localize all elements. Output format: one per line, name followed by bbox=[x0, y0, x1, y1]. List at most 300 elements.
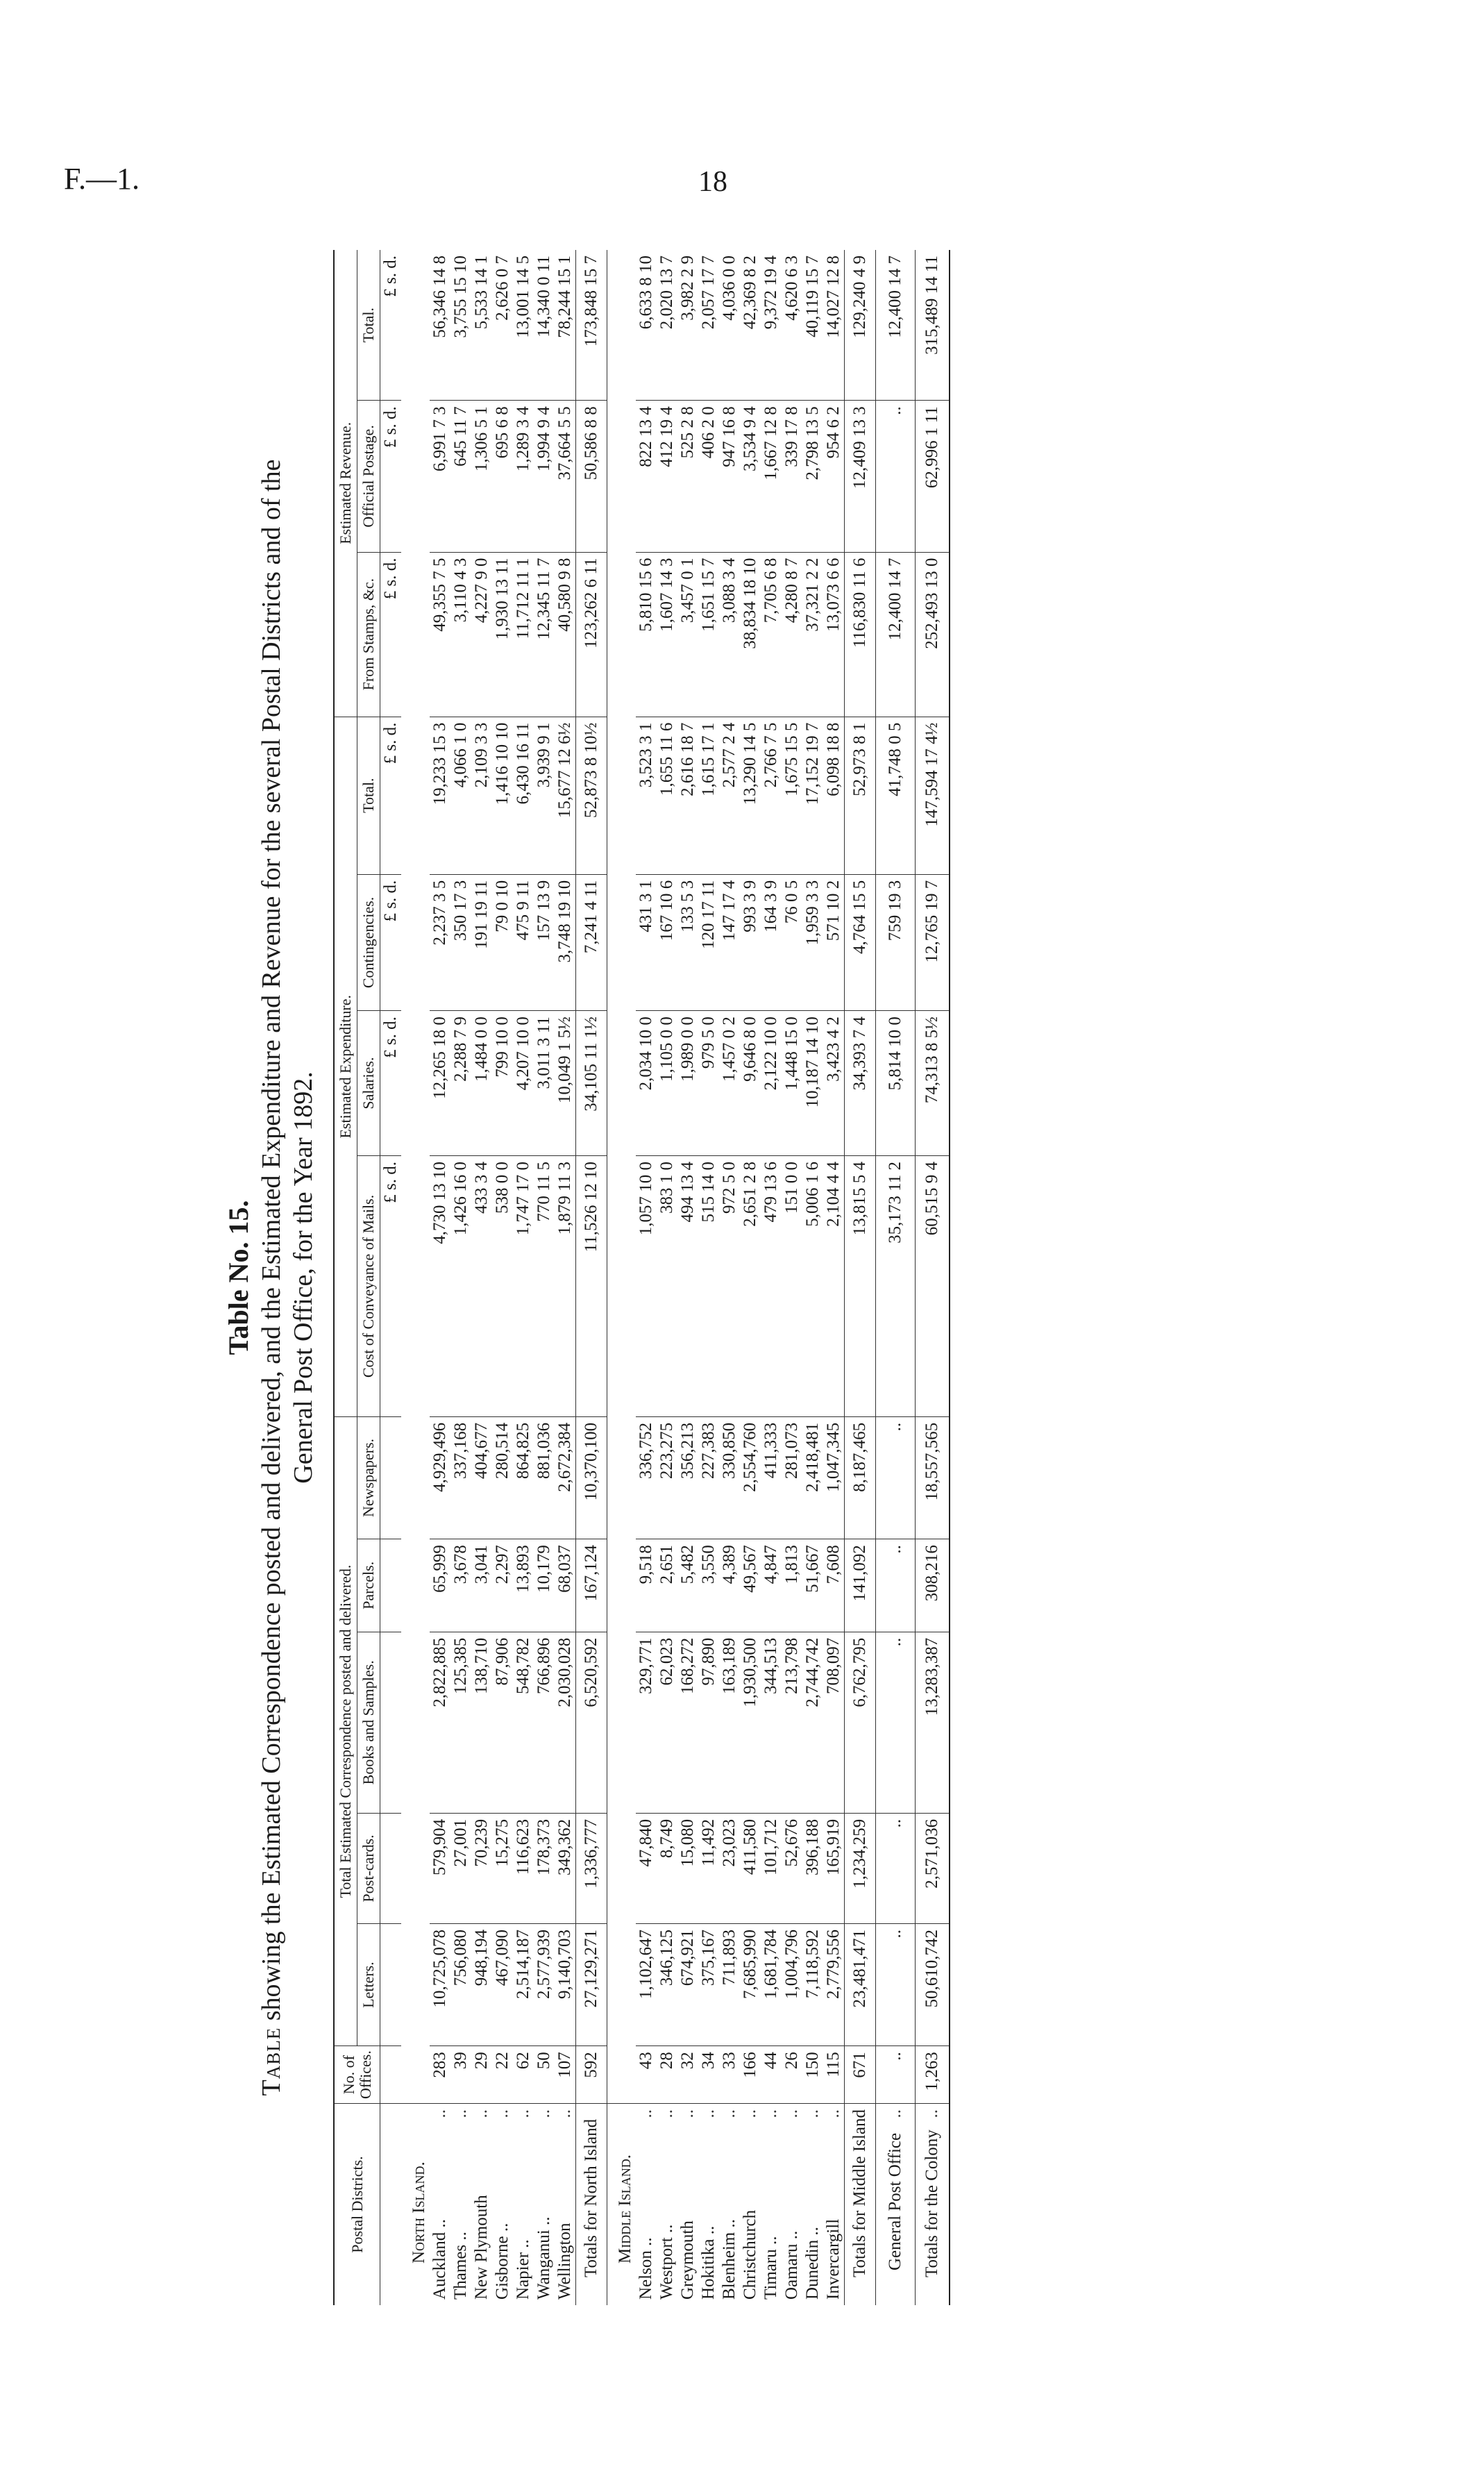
cell-parcels: 141,092 bbox=[845, 1539, 876, 1632]
leader-dots: .. bbox=[782, 2109, 801, 2118]
cell-books: 6,520,592 bbox=[576, 1632, 607, 1813]
cell-letters: 23,481,471 bbox=[845, 1924, 876, 2046]
cell-rev: 315,489 14 11 bbox=[916, 250, 950, 401]
cell-conv: 433 3 4 bbox=[471, 1156, 492, 1417]
cell-rev: 3,982 2 9 bbox=[678, 256, 697, 321]
cell-letters: 674,921 bbox=[677, 1924, 698, 2046]
district-name bbox=[823, 2104, 845, 2305]
cell-stamps: 37,321 2 2 bbox=[802, 552, 823, 717]
cell-parcels: 10,179 bbox=[534, 1539, 555, 1632]
cell-sal: 5,814 10 0 bbox=[876, 1011, 916, 1156]
cell-cont: 164 3 9 bbox=[761, 874, 782, 1010]
cell-postcards: 101,712 bbox=[761, 1813, 782, 1923]
cell-postcards: 1,234,259 bbox=[845, 1813, 876, 1923]
district-name bbox=[761, 2104, 782, 2305]
cell-cont: 7,241 4 11 bbox=[576, 874, 607, 1010]
cell-parcels: 5,482 bbox=[677, 1539, 698, 1632]
district-name bbox=[876, 2104, 916, 2305]
cell-stamps: 40,580 9 8 bbox=[555, 552, 576, 717]
cell-postcards: 2,571,036 bbox=[916, 1813, 950, 1923]
cell-cont: 3,748 19 10 bbox=[555, 874, 576, 1010]
cell-books: 344,513 bbox=[761, 1632, 782, 1813]
cell-exp: 52,873 8 10½ bbox=[576, 717, 607, 874]
district-name bbox=[698, 2104, 719, 2305]
cell-exp: 17,152 19 7 bbox=[802, 717, 823, 874]
cell-stamps: 3,457 0 1 bbox=[677, 552, 698, 717]
col-postal-districts: Postal Districts. bbox=[334, 2104, 380, 2305]
cell-rev: 40,119 15 7 bbox=[803, 256, 822, 337]
cell-stamps: 13,073 6 6 bbox=[823, 552, 845, 717]
table-row bbox=[677, 250, 698, 2305]
cell-stamps: 5,810 15 6 bbox=[636, 552, 657, 717]
cell-news: 280,514 bbox=[492, 1416, 513, 1539]
cell-sal: 3,011 3 11 bbox=[534, 1011, 555, 1156]
leader-dots: .. bbox=[824, 2109, 843, 2118]
cell-exp: 2,577 2 4 bbox=[719, 717, 740, 874]
cell-cont: 12,765 19 7 bbox=[916, 874, 950, 1010]
cell-news: 337,168 bbox=[450, 1416, 471, 1539]
cell-rev: 13,001 14 5 bbox=[514, 256, 532, 338]
district-name bbox=[740, 2104, 761, 2305]
table-row bbox=[513, 250, 534, 2305]
cell-exp: 4,066 1 0 bbox=[450, 717, 471, 874]
leader-dots: .. bbox=[678, 2109, 697, 2118]
cell-parcels: 4,847 bbox=[761, 1539, 782, 1632]
cell-rev: 2,626 0 7 bbox=[493, 256, 512, 321]
cell-news: 1,047,345 bbox=[823, 1416, 845, 1539]
cell-conv: 1,057 10 0 bbox=[636, 1156, 657, 1417]
district-label: Hokitika .. bbox=[699, 2225, 718, 2300]
cell-exp: 1,615 17 1 bbox=[698, 717, 719, 874]
cell-parcels: 65,999 bbox=[430, 1539, 450, 1632]
cell-conv: 5,006 1 6 bbox=[802, 1156, 823, 1417]
cell-exp: 15,677 12 6½ bbox=[555, 717, 576, 874]
cell-postcards: 23,023 bbox=[719, 1813, 740, 1923]
cell-exp: 6,098 18 8 bbox=[823, 717, 845, 874]
cell-rev: 14,340 0 11 bbox=[534, 256, 553, 337]
cell-cont: 2,237 3 5 bbox=[430, 874, 450, 1010]
cell-books: 13,283,387 bbox=[916, 1632, 950, 1813]
cell-letters: 50,610,742 bbox=[916, 1924, 950, 2046]
cell-letters: 1,102,647 bbox=[636, 1924, 657, 2046]
cell-exp: 3,523 3 1 bbox=[636, 717, 657, 874]
section-middle-island bbox=[607, 250, 636, 2305]
cell-offices: 22 bbox=[492, 2046, 513, 2104]
cell-news: 336,752 bbox=[636, 1416, 657, 1539]
cell-sal: 979 5 0 bbox=[698, 1011, 719, 1156]
district-label: Nelson .. bbox=[636, 2237, 655, 2300]
cell-exp: 52,973 8 1 bbox=[845, 717, 876, 874]
cell-offices: 671 bbox=[845, 2046, 876, 2104]
cell-sal: 9,646 8 0 bbox=[740, 1011, 761, 1156]
table-row bbox=[802, 250, 823, 2305]
district-name bbox=[802, 2104, 823, 2305]
cell-letters: 1,004,796 bbox=[782, 1924, 802, 2046]
units-stamps: £ s. d. bbox=[380, 552, 402, 717]
cell-official: 1,667 12 8 bbox=[761, 401, 782, 552]
cell-postcards: 1,336,777 bbox=[576, 1813, 607, 1923]
cell-books: 97,890 bbox=[698, 1632, 719, 1813]
cell-news: 2,672,384 bbox=[555, 1416, 576, 1539]
district-label: Wellington bbox=[555, 2223, 574, 2300]
cell-offices: 592 bbox=[576, 2046, 607, 2104]
cell-conv: 2,651 2 8 bbox=[740, 1156, 761, 1417]
table-row bbox=[471, 250, 492, 2305]
cell-postcards: 15,080 bbox=[677, 1813, 698, 1923]
cell-offices: 32 bbox=[677, 2046, 698, 2104]
cell-books: 213,798 bbox=[782, 1632, 802, 1813]
cell-parcels: 7,608 bbox=[823, 1539, 845, 1632]
cell-offices: 150 bbox=[802, 2046, 823, 2104]
cell-sal: 1,105 0 0 bbox=[657, 1011, 677, 1156]
cell-conv: 515 14 0 bbox=[698, 1156, 719, 1417]
cell-postcards: 178,373 bbox=[534, 1813, 555, 1923]
group-expenditure: Estimated Expenditure. bbox=[334, 717, 357, 1416]
cell-books: 125,385 bbox=[450, 1632, 471, 1813]
cell-sal: 74,313 8 5½ bbox=[916, 1011, 950, 1156]
cell-sal: 1,484 0 0 bbox=[471, 1011, 492, 1156]
cell-letters: 10,725,078 bbox=[430, 1924, 450, 2046]
col-conveyance: Cost of Conveyance of Mails. bbox=[357, 1156, 380, 1417]
cell-conv: 13,815 5 4 bbox=[845, 1156, 876, 1417]
leader-dots: .. bbox=[451, 2109, 470, 2118]
cell-news: 2,418,481 bbox=[802, 1416, 823, 1539]
cell-postcards: .. bbox=[876, 1813, 916, 1923]
cell-cont: 431 3 1 bbox=[636, 874, 657, 1010]
district-name bbox=[450, 2104, 471, 2305]
units-exp-total: £ s. d. bbox=[380, 717, 402, 874]
cell-official: 645 11 7 bbox=[450, 401, 471, 552]
col-rev-total: Total. bbox=[357, 250, 380, 401]
cell-news: 10,370,100 bbox=[576, 1416, 607, 1539]
cell-parcels: 49,567 bbox=[740, 1539, 761, 1632]
cell-official: 695 6 8 bbox=[492, 401, 513, 552]
district-name bbox=[677, 2104, 698, 2305]
cell-books: 708,097 bbox=[823, 1632, 845, 1813]
cell-letters: 2,514,187 bbox=[513, 1924, 534, 2046]
cell-sal: 1,448 15 0 bbox=[782, 1011, 802, 1156]
cell-official: 947 16 8 bbox=[719, 401, 740, 552]
cell-parcels: 13,893 bbox=[513, 1539, 534, 1632]
leader-dots: .. bbox=[657, 2109, 676, 2118]
district-label: Totals for North Island bbox=[582, 2118, 600, 2277]
cell-exp: 2,766 7 5 bbox=[761, 717, 782, 874]
cell-books: .. bbox=[876, 1632, 916, 1813]
cell-books: 1,930,500 bbox=[740, 1632, 761, 1813]
cell-letters: .. bbox=[876, 1924, 916, 2046]
cell-official: 822 13 4 bbox=[636, 401, 657, 552]
cell-exp: 13,290 14 5 bbox=[740, 717, 761, 874]
cell-books: 168,272 bbox=[677, 1632, 698, 1813]
cell-postcards: 8,749 bbox=[657, 1813, 677, 1923]
cell-conv: 479 13 6 bbox=[761, 1156, 782, 1417]
cell-cont: 157 13 9 bbox=[534, 874, 555, 1010]
cell-parcels: 167,124 bbox=[576, 1539, 607, 1632]
cell-rev: 2,020 13 7 bbox=[657, 256, 676, 330]
units-rev-total: £ s. d. bbox=[381, 256, 400, 297]
table-row bbox=[761, 250, 782, 2305]
table-row bbox=[555, 250, 576, 2305]
cell-official: 1,994 9 4 bbox=[534, 401, 555, 552]
cell-letters: 711,893 bbox=[719, 1924, 740, 2046]
district-name bbox=[657, 2104, 677, 2305]
cell-official: 12,409 13 3 bbox=[845, 401, 876, 552]
cell-stamps: 12,345 11 7 bbox=[534, 552, 555, 717]
cell-rev: 3,755 15 10 bbox=[451, 256, 470, 338]
table-number: Table No. 15. bbox=[223, 1200, 254, 1355]
cell-letters: 9,140,703 bbox=[555, 1924, 576, 2046]
cell-parcels: 68,037 bbox=[555, 1539, 576, 1632]
leader-dots: .. bbox=[514, 2109, 532, 2118]
cell-parcels: 2,651 bbox=[657, 1539, 677, 1632]
cell-offices: 26 bbox=[782, 2046, 802, 2104]
cell-conv: 1,747 17 0 bbox=[513, 1156, 534, 1417]
table-title bbox=[255, 250, 287, 2305]
cell-news: 223,275 bbox=[657, 1416, 677, 1539]
cell-conv: 383 1 0 bbox=[657, 1156, 677, 1417]
col-parcels: Parcels. bbox=[357, 1539, 380, 1632]
cell-stamps: 4,280 8 7 bbox=[782, 552, 802, 717]
district-label: Thames .. bbox=[451, 2232, 470, 2300]
cell-offices: 29 bbox=[471, 2046, 492, 2104]
cell-letters: 2,577,939 bbox=[534, 1924, 555, 2046]
cell-conv: 4,730 13 10 bbox=[430, 1156, 450, 1417]
cell-rev: 42,369 8 2 bbox=[741, 256, 759, 330]
statistics-table bbox=[333, 250, 950, 2305]
cell-official: 1,306 5 1 bbox=[471, 401, 492, 552]
cell-official: 1,289 3 4 bbox=[513, 401, 534, 552]
cell-postcards: 47,840 bbox=[636, 1813, 657, 1923]
cell-stamps: 1,607 14 3 bbox=[657, 552, 677, 717]
district-name bbox=[636, 2104, 657, 2305]
cell-books: 6,762,795 bbox=[845, 1632, 876, 1813]
cell-cont: 993 3 9 bbox=[740, 874, 761, 1010]
cell-sal: 1,457 0 2 bbox=[719, 1011, 740, 1156]
units-conveyance: £ s. d. bbox=[380, 1156, 402, 1417]
group-revenue: Estimated Revenue. bbox=[334, 250, 357, 717]
cell-postcards: 116,623 bbox=[513, 1813, 534, 1923]
cell-offices: 43 bbox=[636, 2046, 657, 2104]
cell-letters: 756,080 bbox=[450, 1924, 471, 2046]
cell-news: 227,383 bbox=[698, 1416, 719, 1539]
cell-official: 406 2 0 bbox=[698, 401, 719, 552]
cell-books: 163,189 bbox=[719, 1632, 740, 1813]
cell-official: 3,534 9 4 bbox=[740, 401, 761, 552]
district-label: Auckland .. bbox=[430, 2219, 449, 2300]
cell-conv: 11,526 12 10 bbox=[576, 1156, 607, 1417]
cell-cont: 76 0 5 bbox=[782, 874, 802, 1010]
district-name bbox=[513, 2104, 534, 2305]
cell-official: .. bbox=[876, 401, 916, 552]
table-title-lead: Table bbox=[257, 2027, 286, 2096]
cell-exp: 3,939 9 1 bbox=[534, 717, 555, 874]
cell-letters: 7,118,592 bbox=[802, 1924, 823, 2046]
cell-rev: 129,240 4 9 bbox=[845, 250, 876, 401]
cell-news: 8,187,465 bbox=[845, 1416, 876, 1539]
cell-stamps: 12,400 14 7 bbox=[876, 552, 916, 717]
cell-offices: 283 bbox=[430, 2046, 450, 2104]
cell-parcels: .. bbox=[876, 1539, 916, 1632]
cell-rev: 56,346 14 8 bbox=[430, 256, 449, 338]
cell-offices: 44 bbox=[761, 2046, 782, 2104]
cell-stamps: 1,930 13 11 bbox=[492, 552, 513, 717]
cell-sal: 12,265 18 0 bbox=[430, 1011, 450, 1156]
cell-stamps: 123,262 6 11 bbox=[576, 552, 607, 717]
cell-parcels: 308,216 bbox=[916, 1539, 950, 1632]
cell-offices: 166 bbox=[740, 2046, 761, 2104]
cell-sal: 1,989 0 0 bbox=[677, 1011, 698, 1156]
table-row bbox=[450, 250, 471, 2305]
table-body bbox=[380, 250, 950, 2305]
cell-conv: 972 5 0 bbox=[719, 1156, 740, 1417]
cell-sal: 4,207 10 0 bbox=[513, 1011, 534, 1156]
cell-conv: 2,104 4 4 bbox=[823, 1156, 845, 1417]
cell-stamps: 7,705 6 8 bbox=[761, 552, 782, 717]
leader-dots: .. bbox=[761, 2109, 780, 2118]
cell-stamps: 1,651 15 7 bbox=[698, 552, 719, 717]
cell-cont: 191 19 11 bbox=[471, 874, 492, 1010]
cell-postcards: 52,676 bbox=[782, 1813, 802, 1923]
cell-offices: 34 bbox=[698, 2046, 719, 2104]
cell-offices: 39 bbox=[450, 2046, 471, 2104]
cell-exp: 1,655 11 6 bbox=[657, 717, 677, 874]
cell-parcels: 1,813 bbox=[782, 1539, 802, 1632]
table-row bbox=[534, 250, 555, 2305]
col-newspapers: Newspapers. bbox=[357, 1416, 380, 1539]
units-contingencies: £ s. d. bbox=[380, 874, 402, 1010]
cell-official: 2,798 13 5 bbox=[802, 401, 823, 552]
cell-official: 339 17 8 bbox=[782, 401, 802, 552]
cell-conv: 60,515 9 4 bbox=[916, 1156, 950, 1417]
table-row bbox=[782, 250, 802, 2305]
district-label: Greymouth bbox=[678, 2220, 697, 2300]
group-correspondence: Total Estimated Correspondence posted and delivered. bbox=[334, 1416, 357, 2045]
cell-stamps: 116,830 11 6 bbox=[845, 552, 876, 717]
cell-letters: 467,090 bbox=[492, 1924, 513, 2046]
col-post-cards: Post-cards. bbox=[357, 1813, 380, 1923]
cell-rev: 4,036 0 0 bbox=[720, 256, 739, 321]
cell-news: 4,929,496 bbox=[430, 1416, 450, 1539]
district-label: Invercargill bbox=[824, 2218, 843, 2300]
cell-letters: 346,125 bbox=[657, 1924, 677, 2046]
cell-rev: 14,027 12 8 bbox=[824, 256, 843, 338]
district-label: Totals for the Colony bbox=[922, 2130, 941, 2277]
district-name bbox=[492, 2104, 513, 2305]
leader-dots: .. bbox=[741, 2109, 759, 2118]
cell-conv: 151 0 0 bbox=[782, 1156, 802, 1417]
cell-books: 2,030,028 bbox=[555, 1632, 576, 1813]
cell-conv: 494 13 4 bbox=[677, 1156, 698, 1417]
table-row bbox=[740, 250, 761, 2305]
cell-official: 412 19 4 bbox=[657, 401, 677, 552]
cell-news: 18,557,565 bbox=[916, 1416, 950, 1539]
district-name bbox=[576, 2104, 607, 2305]
district-name bbox=[845, 2104, 876, 2305]
district-name bbox=[782, 2104, 802, 2305]
cell-postcards: 70,239 bbox=[471, 1813, 492, 1923]
district-name bbox=[719, 2104, 740, 2305]
table-title-line2: General Post Office, for the Year 1892. bbox=[289, 1071, 318, 1484]
cell-rev: 9,372 19 4 bbox=[761, 256, 780, 330]
cell-exp: 147,594 17 4½ bbox=[916, 717, 950, 874]
cell-sal: 10,187 14 10 bbox=[802, 1011, 823, 1156]
cell-letters: 2,779,556 bbox=[823, 1924, 845, 2046]
cell-news: 864,825 bbox=[513, 1416, 534, 1539]
leader-dots: .. bbox=[699, 2109, 718, 2118]
cell-sal: 2,122 10 0 bbox=[761, 1011, 782, 1156]
cell-postcards: 11,492 bbox=[698, 1813, 719, 1923]
cell-offices: 115 bbox=[823, 2046, 845, 2104]
cell-rev: 12,400 14 7 bbox=[876, 250, 916, 401]
cell-exp: 19,233 15 3 bbox=[430, 717, 450, 874]
cell-offices: 33 bbox=[719, 2046, 740, 2104]
district-name bbox=[534, 2104, 555, 2305]
cell-conv: 1,426 16 0 bbox=[450, 1156, 471, 1417]
cell-offices: 107 bbox=[555, 2046, 576, 2104]
cell-sal: 799 10 0 bbox=[492, 1011, 513, 1156]
cell-exp: 2,109 3 3 bbox=[471, 717, 492, 874]
cell-parcels: 3,041 bbox=[471, 1539, 492, 1632]
col-no-offices: No. of Offices. bbox=[334, 2046, 380, 2104]
totals-north-row bbox=[576, 250, 607, 2305]
cell-postcards: 349,362 bbox=[555, 1813, 576, 1923]
district-name bbox=[430, 2104, 450, 2305]
district-name bbox=[555, 2104, 576, 2305]
cell-cont: 167 10 6 bbox=[657, 874, 677, 1010]
district-label: Christchurch bbox=[741, 2209, 759, 2300]
cell-rev: 6,633 8 10 bbox=[636, 256, 655, 330]
district-label: New Plymouth bbox=[472, 2195, 491, 2300]
cell-official: 50,586 8 8 bbox=[576, 401, 607, 552]
cell-rev: 5,533 14 1 bbox=[472, 256, 491, 330]
table-row bbox=[823, 250, 845, 2305]
cell-cont: 120 17 11 bbox=[698, 874, 719, 1010]
cell-news: 404,677 bbox=[471, 1416, 492, 1539]
section-label: Middle Island. bbox=[607, 2104, 636, 2305]
district-label: Westport .. bbox=[657, 2224, 676, 2300]
table-title-block bbox=[222, 250, 319, 2305]
cell-books: 62,023 bbox=[657, 1632, 677, 1813]
general-post-office-row bbox=[876, 250, 916, 2305]
district-name bbox=[916, 2104, 950, 2305]
cell-official: 6,991 7 3 bbox=[430, 401, 450, 552]
table-row bbox=[698, 250, 719, 2305]
cell-rev: 4,620 6 3 bbox=[782, 256, 801, 321]
leader-dots: .. bbox=[886, 2109, 904, 2118]
cell-postcards: 411,580 bbox=[740, 1813, 761, 1923]
cell-conv: 538 0 0 bbox=[492, 1156, 513, 1417]
section-north-island: North Island. bbox=[401, 2104, 430, 2305]
cell-postcards: 579,904 bbox=[430, 1813, 450, 1923]
cell-offices: 62 bbox=[513, 2046, 534, 2104]
cell-stamps: 11,712 11 1 bbox=[513, 552, 534, 717]
cell-parcels: 2,297 bbox=[492, 1539, 513, 1632]
units-salaries: £ s. d. bbox=[380, 1011, 402, 1156]
district-label: Wanganui .. bbox=[534, 2216, 553, 2300]
district-label: Blenheim .. bbox=[720, 2219, 739, 2300]
cell-cont: 147 17 4 bbox=[719, 874, 740, 1010]
cell-parcels: 9,518 bbox=[636, 1539, 657, 1632]
leader-dots: .. bbox=[803, 2109, 822, 2118]
cell-official: 525 2 8 bbox=[677, 401, 698, 552]
cell-news: 356,213 bbox=[677, 1416, 698, 1539]
cell-postcards: 165,919 bbox=[823, 1813, 845, 1923]
cell-cont: 79 0 10 bbox=[492, 874, 513, 1010]
leader-dots: .. bbox=[922, 2109, 941, 2118]
col-stamps: From Stamps, &c. bbox=[357, 552, 380, 717]
cell-books: 766,896 bbox=[534, 1632, 555, 1813]
cell-cont: 1,959 3 3 bbox=[802, 874, 823, 1010]
